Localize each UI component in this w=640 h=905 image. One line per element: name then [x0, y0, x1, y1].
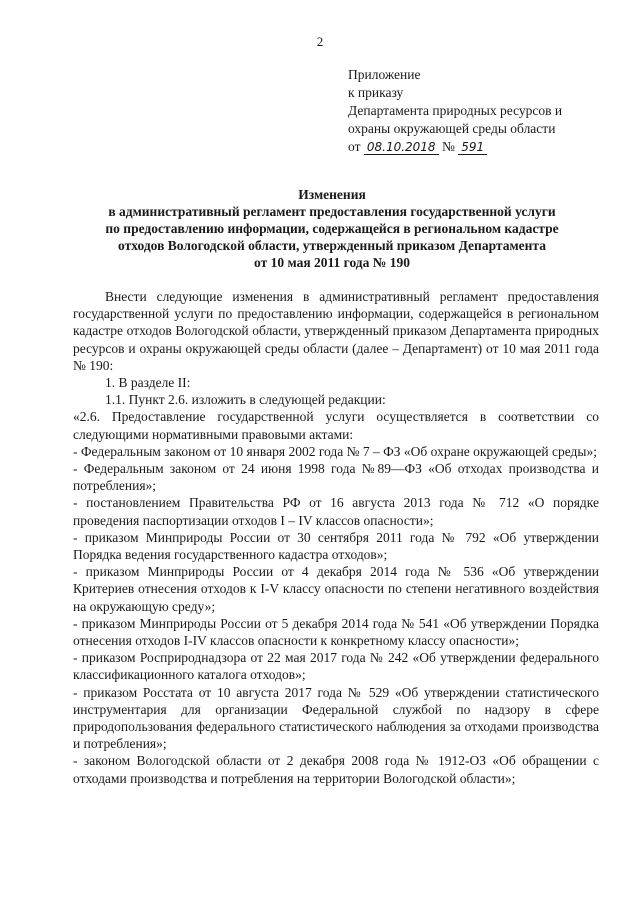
- list-item: - постановлением Правительства РФ от 16 августа 2013 года № 712 «О порядке проведения паспортизации отходов I – IV классов опасности»;: [73, 495, 599, 528]
- list-item: - законом Вологодской области от 2 декабря 2008 года № 1912-ОЗ «Об обращении с отходами производства и потребления на территории Вологодской области»;: [73, 753, 599, 786]
- list-item: - приказом Минприроды России от 30 сентября 2011 года № 792 «Об утверждении Порядка ведения государственного кадастра отходов»;: [73, 529, 599, 563]
- title-line: в административный регламент предоставления государственной услуги: [108, 204, 556, 219]
- list-item: - приказом Росприроднадзора от 22 мая 2017 года № 242 «Об утверждении федерального классификационного каталога отходов»;: [73, 650, 599, 683]
- page-number: 2: [316, 34, 324, 49]
- quote-paragraph: «2.6. Предоставление государственной услуги осуществляется в соответствии со следующими нормативными правовыми актами:: [73, 409, 599, 442]
- order-number: 591: [458, 140, 487, 155]
- intro-paragraph: Внести следующие изменения в административный регламент предоставления государственной услуги по предоставлению информации, содержащейся в региональном кадастре отходов Вологодской области, утвержденный приказом Департамента природных ресурсов и охраны окружающей среды области (далее – Департамент) от 10 мая 2011 года № 190:: [73, 289, 599, 373]
- title-line: Изменения: [298, 187, 366, 202]
- document-title: [70, 186, 594, 271]
- list-item: - приказом Минприроды России от 5 декабря 2014 года № 541 «Об утверждении Порядка отнесения отходов I-IV классов опасности к конкретному классу опасности»;: [73, 615, 599, 649]
- order-date: 08.10.2018: [364, 140, 439, 155]
- appendix-line: охраны окружающей среды области: [348, 121, 556, 136]
- appendix-line: Департамента природных ресурсов и: [348, 103, 563, 118]
- appendix-block: [348, 66, 638, 156]
- appendix-line: к приказу: [348, 85, 404, 100]
- section-heading: 1. В разделе II:: [105, 375, 191, 391]
- title-line: по предоставлению информации, содержащейся в региональном кадастре: [105, 221, 559, 236]
- list-item: - приказом Минприроды России от 4 декабря 2014 года № 536 «Об утверждении Критериев отнесения отходов к I-V классу опасности по степени негативного воздействия на окружающую среду»;: [73, 564, 599, 614]
- list-item: - Федеральным законом от 10 января 2002 года № 7 – ФЗ «Об охране окружающей среды»;: [73, 443, 598, 459]
- point-heading: 1.1. Пункт 2.6. изложить в следующей редакции:: [105, 392, 386, 408]
- order-date-number: [348, 138, 638, 156]
- list-item: - приказом Росстата от 10 августа 2017 года № 529 «Об утверждении статистического инструментария для организации Федеральной службой по надзору в сфере природопользования федерального статистического наблюдения за отходами производства и потребления»;: [73, 684, 599, 752]
- acts-list: [73, 443, 599, 787]
- title-line: от 10 мая 2011 года № 190: [254, 255, 410, 270]
- appendix-line: Приложение: [348, 67, 421, 82]
- number-prefix: №: [441, 139, 455, 154]
- list-item: - Федеральным законом от 24 июня 1998 года №89—ФЗ «Об отходах производства и потребления»;: [73, 461, 599, 494]
- document-body: [73, 288, 599, 787]
- title-line: отходов Вологодской области, утвержденный приказом Департамента: [118, 238, 546, 253]
- date-prefix: от: [348, 139, 361, 154]
